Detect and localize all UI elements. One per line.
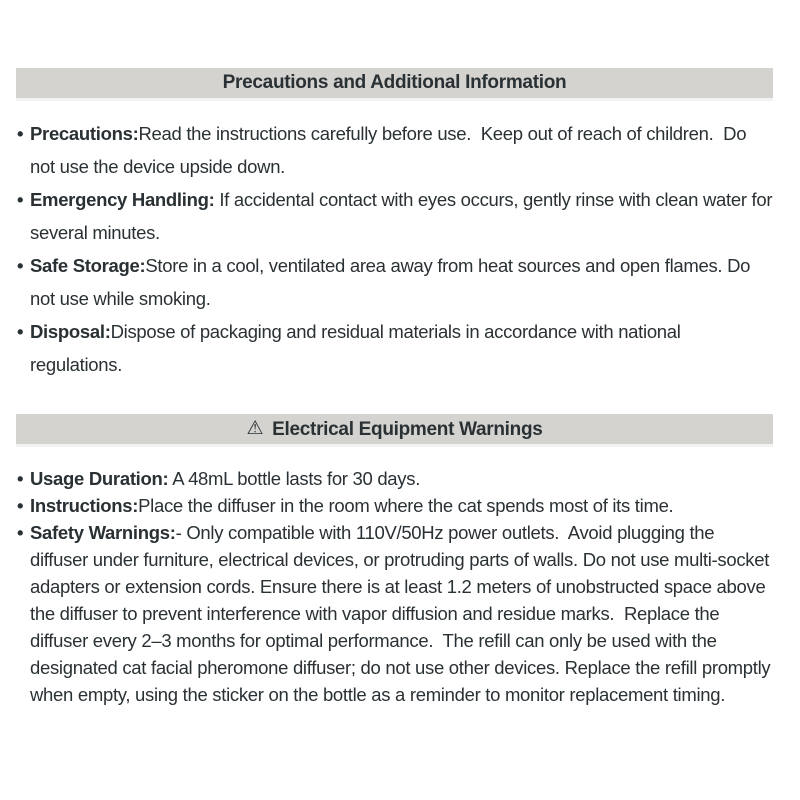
item-text: Read the instructions carefully before use. Keep out of reach of children. Do not use the device upside down. — [30, 123, 752, 177]
bullet-icon: • — [17, 321, 24, 342]
list-item — [16, 315, 773, 381]
bullet-icon: • — [17, 468, 24, 489]
list-item — [16, 183, 778, 249]
bullet-icon: • — [17, 255, 24, 276]
section-header — [16, 414, 773, 444]
list-item — [16, 519, 776, 708]
item-label: Instructions: — [30, 495, 139, 516]
item-label: Safe Storage: — [30, 255, 146, 276]
bullet-icon: • — [17, 123, 24, 144]
section — [16, 414, 776, 708]
bullet-list — [16, 117, 778, 381]
item-label: Disposal: — [30, 321, 111, 342]
section-title: Electrical Equipment Warnings — [272, 419, 543, 440]
item-label: Safety Warnings: — [30, 522, 176, 543]
list-item — [16, 465, 773, 492]
item-label: Usage Duration: — [30, 468, 169, 489]
list-item — [16, 249, 773, 315]
bullet-list — [16, 465, 776, 708]
item-text: Store in a cool, ventilated area away from heat sources and open flames. Do not use while smoking. — [30, 255, 755, 309]
item-text: Dispose of packaging and residual materials in accordance with national regulations. — [30, 321, 686, 375]
section — [16, 68, 778, 381]
bullet-icon: • — [17, 189, 24, 210]
item-text: A 48mL bottle lasts for 30 days. — [168, 468, 421, 489]
item-text: - Only compatible with 110V/50Hz power outlets. Avoid plugging the diffuser under furniture, electrical devices, or protruding parts of walls. Do not use multi-socket adapters or extension cords. Ensure there is at least 1.2 meters of unobstructed space above the diffuser to prevent interference with vapor diffusion and residue marks. Replace the diffuser every 2–3 months for optimal performance. The refill can only be used with the designated cat facial pheromone diffuser; do not use other devices. Replace the refill promptly when empty, using the sticker on the bottle as a reminder to monitor replacement timing. — [30, 522, 776, 705]
bullet-icon: • — [17, 522, 24, 543]
list-item — [16, 117, 773, 183]
warning-triangle-icon: ⚠ — [246, 417, 264, 439]
bullet-icon: • — [17, 495, 24, 516]
item-label: Emergency Handling: — [30, 189, 215, 210]
section-title: Precautions and Additional Information — [222, 72, 567, 93]
sections-container — [16, 68, 778, 708]
item-label: Precautions: — [30, 123, 139, 144]
item-text: If accidental contact with eyes occurs, gently rinse with clean water for several minutes. — [30, 189, 778, 243]
list-item — [16, 492, 773, 519]
item-text: Place the diffuser in the room where the cat spends most of its time. — [138, 495, 674, 516]
section-header — [16, 68, 773, 98]
